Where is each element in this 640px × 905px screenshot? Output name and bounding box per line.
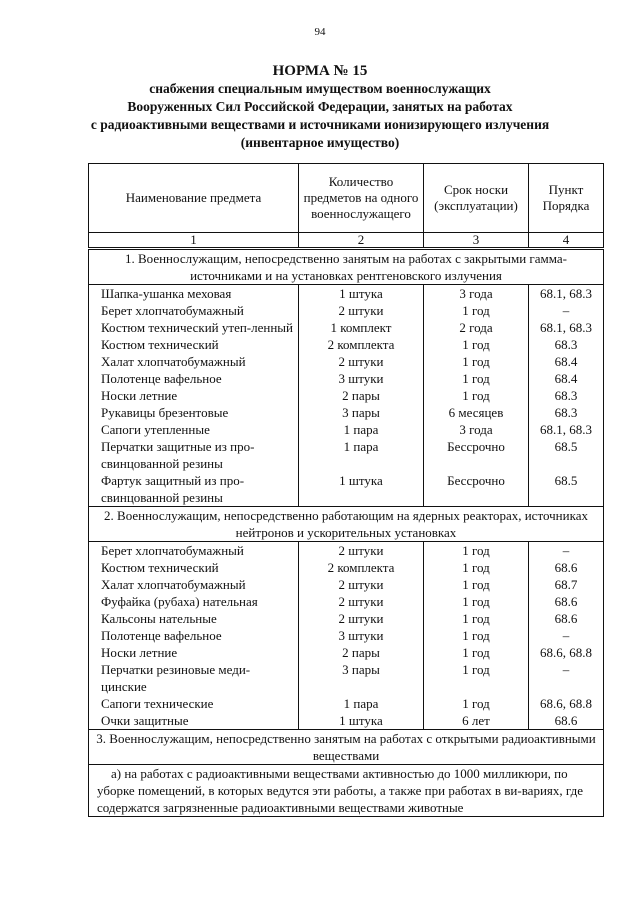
item-name: Берет хлопчатобумажный xyxy=(89,302,299,319)
item-paragraph: 68.1, 68.3 xyxy=(529,285,604,303)
item-quantity: 2 комплекта xyxy=(299,336,424,353)
section-title: 2. Военнослужащим, непосредственно работающим на ядерных реакторах, источниках нейтронов и ускорительных установках xyxy=(89,507,604,542)
item-paragraph: 68.4 xyxy=(529,353,604,370)
norm-table xyxy=(88,163,604,817)
table-row xyxy=(89,712,604,730)
item-term: Бессрочно xyxy=(424,472,529,507)
col-header-item: Пункт Порядка xyxy=(529,164,604,233)
item-name: Берет хлопчатобумажный xyxy=(89,542,299,560)
item-quantity: 1 пара xyxy=(299,438,424,472)
table-row xyxy=(89,695,604,712)
item-name: Перчатки защитные из про-свинцованной резины xyxy=(89,438,299,472)
item-paragraph: – xyxy=(529,661,604,695)
item-paragraph: – xyxy=(529,627,604,644)
table-row xyxy=(89,336,604,353)
item-name: Носки летние xyxy=(89,387,299,404)
item-term: 1 год xyxy=(424,336,529,353)
item-quantity: 3 пары xyxy=(299,661,424,695)
item-name: Полотенце вафельное xyxy=(89,627,299,644)
item-paragraph: 68.3 xyxy=(529,404,604,421)
section-title: 3. Военнослужащим, непосредственно занятым на работах с открытыми радиоактивными веществами xyxy=(89,730,604,765)
item-term: 1 год xyxy=(424,370,529,387)
table-row xyxy=(89,438,604,472)
table-row xyxy=(89,559,604,576)
item-name: Носки летние xyxy=(89,644,299,661)
item-paragraph: – xyxy=(529,302,604,319)
item-paragraph: 68.3 xyxy=(529,387,604,404)
item-name: Полотенце вафельное xyxy=(89,370,299,387)
col-header-term: Срок носки (эксплуатации) xyxy=(424,164,529,233)
table-row xyxy=(89,404,604,421)
table-row xyxy=(89,576,604,593)
col-number: 1 xyxy=(89,233,299,249)
item-paragraph: – xyxy=(529,542,604,560)
item-paragraph: 68.5 xyxy=(529,472,604,507)
item-name: Костюм технический xyxy=(89,336,299,353)
item-term: 2 года xyxy=(424,319,529,336)
item-term: 1 год xyxy=(424,644,529,661)
column-number-row xyxy=(89,233,604,249)
table-body xyxy=(89,249,604,817)
norm-title: НОРМА № 15 xyxy=(272,63,368,79)
item-quantity: 1 комплект xyxy=(299,319,424,336)
item-name: Фартук защитный из про-свинцованной резины xyxy=(89,472,299,507)
section-row xyxy=(89,730,604,765)
item-paragraph: 68.1, 68.3 xyxy=(529,421,604,438)
item-quantity: 1 штука xyxy=(299,712,424,730)
item-name: Сапоги утепленные xyxy=(89,421,299,438)
table-row xyxy=(89,421,604,438)
item-quantity: 3 штуки xyxy=(299,370,424,387)
table-row xyxy=(89,285,604,303)
table-row xyxy=(89,644,604,661)
item-paragraph: 68.4 xyxy=(529,370,604,387)
col-header-qty: Количество предметов на одного военнослужащего xyxy=(299,164,424,233)
item-quantity: 2 пары xyxy=(299,387,424,404)
item-quantity: 1 пара xyxy=(299,695,424,712)
table-row xyxy=(89,627,604,644)
item-paragraph: 68.5 xyxy=(529,438,604,472)
item-quantity: 2 штуки xyxy=(299,610,424,627)
table-row xyxy=(89,387,604,404)
item-quantity: 2 штуки xyxy=(299,302,424,319)
item-term: 1 год xyxy=(424,387,529,404)
item-name: Рукавицы брезентовые xyxy=(89,404,299,421)
header-row xyxy=(89,164,604,233)
item-name: Халат хлопчатобумажный xyxy=(89,353,299,370)
document-heading xyxy=(0,62,640,152)
table-row xyxy=(89,370,604,387)
subsection-row xyxy=(89,765,604,817)
table-row xyxy=(89,472,604,507)
item-quantity: 2 штуки xyxy=(299,593,424,610)
item-quantity: 2 комплекта xyxy=(299,559,424,576)
item-quantity: 1 пара xyxy=(299,421,424,438)
item-term: 1 год xyxy=(424,353,529,370)
item-term: Бессрочно xyxy=(424,438,529,472)
section-title: 1. Военнослужащим, непосредственно занятым на работах с закрытыми гамма-источниками и на установках рентгеновского излучения xyxy=(89,249,604,285)
item-name: Кальсоны нательные xyxy=(89,610,299,627)
item-name: Фуфайка (рубаха) нательная xyxy=(89,593,299,610)
item-name: Шапка-ушанка меховая xyxy=(89,285,299,303)
table-row xyxy=(89,302,604,319)
item-quantity: 3 пары xyxy=(299,404,424,421)
heading-line: снабжения специальным имуществом военнослужащих xyxy=(149,81,491,96)
item-term: 1 год xyxy=(424,302,529,319)
item-term: 1 год xyxy=(424,627,529,644)
item-quantity: 2 штуки xyxy=(299,542,424,560)
item-quantity: 1 штука xyxy=(299,472,424,507)
item-quantity: 3 штуки xyxy=(299,627,424,644)
table-row xyxy=(89,661,604,695)
table-row xyxy=(89,542,604,560)
section-row xyxy=(89,507,604,542)
table-row xyxy=(89,593,604,610)
item-paragraph: 68.6 xyxy=(529,593,604,610)
item-term: 6 месяцев xyxy=(424,404,529,421)
item-term: 3 года xyxy=(424,285,529,303)
item-quantity: 2 штуки xyxy=(299,576,424,593)
item-term: 1 год xyxy=(424,559,529,576)
item-paragraph: 68.1, 68.3 xyxy=(529,319,604,336)
item-name: Костюм технический утеп-ленный xyxy=(89,319,299,336)
item-term: 1 год xyxy=(424,610,529,627)
col-header-name: Наименование предмета xyxy=(89,164,299,233)
col-number: 3 xyxy=(424,233,529,249)
item-name: Халат хлопчатобумажный xyxy=(89,576,299,593)
page-number: 94 xyxy=(314,26,326,38)
item-name: Сапоги технические xyxy=(89,695,299,712)
subsection-a-text: а) на работах с радиоактивными веществами активностью до 1000 милликюри, по уборке помещений, в которых ведутся эти работы, а также при работах в ви-вариях, где содержатся загрязненные радиоактивными веществами животные xyxy=(89,765,604,817)
heading-line: с радиоактивными веществами и источниками ионизирующего излучения xyxy=(90,117,550,132)
heading-line: (инвентарное имущество) xyxy=(240,135,400,150)
item-paragraph: 68.7 xyxy=(529,576,604,593)
item-quantity: 2 пары xyxy=(299,644,424,661)
item-paragraph: 68.6, 68.8 xyxy=(529,644,604,661)
item-quantity: 1 штука xyxy=(299,285,424,303)
item-name: Костюм технический xyxy=(89,559,299,576)
item-name: Перчатки резиновые меди-цинские xyxy=(89,661,299,695)
heading-line: Вооруженных Сил Российской Федерации, занятых на работах xyxy=(127,99,513,114)
item-term: 1 год xyxy=(424,542,529,560)
item-term: 1 год xyxy=(424,661,529,695)
section-row xyxy=(89,249,604,285)
item-paragraph: 68.6 xyxy=(529,559,604,576)
table-row xyxy=(89,610,604,627)
item-term: 1 год xyxy=(424,695,529,712)
item-paragraph: 68.6, 68.8 xyxy=(529,695,604,712)
item-name: Очки защитные xyxy=(89,712,299,730)
item-term: 3 года xyxy=(424,421,529,438)
item-paragraph: 68.6 xyxy=(529,610,604,627)
item-term: 1 год xyxy=(424,593,529,610)
table-row xyxy=(89,319,604,336)
item-term: 1 год xyxy=(424,576,529,593)
item-quantity: 2 штуки xyxy=(299,353,424,370)
item-paragraph: 68.3 xyxy=(529,336,604,353)
item-term: 6 лет xyxy=(424,712,529,730)
col-number: 2 xyxy=(299,233,424,249)
table-row xyxy=(89,353,604,370)
col-number: 4 xyxy=(529,233,604,249)
item-paragraph: 68.6 xyxy=(529,712,604,730)
